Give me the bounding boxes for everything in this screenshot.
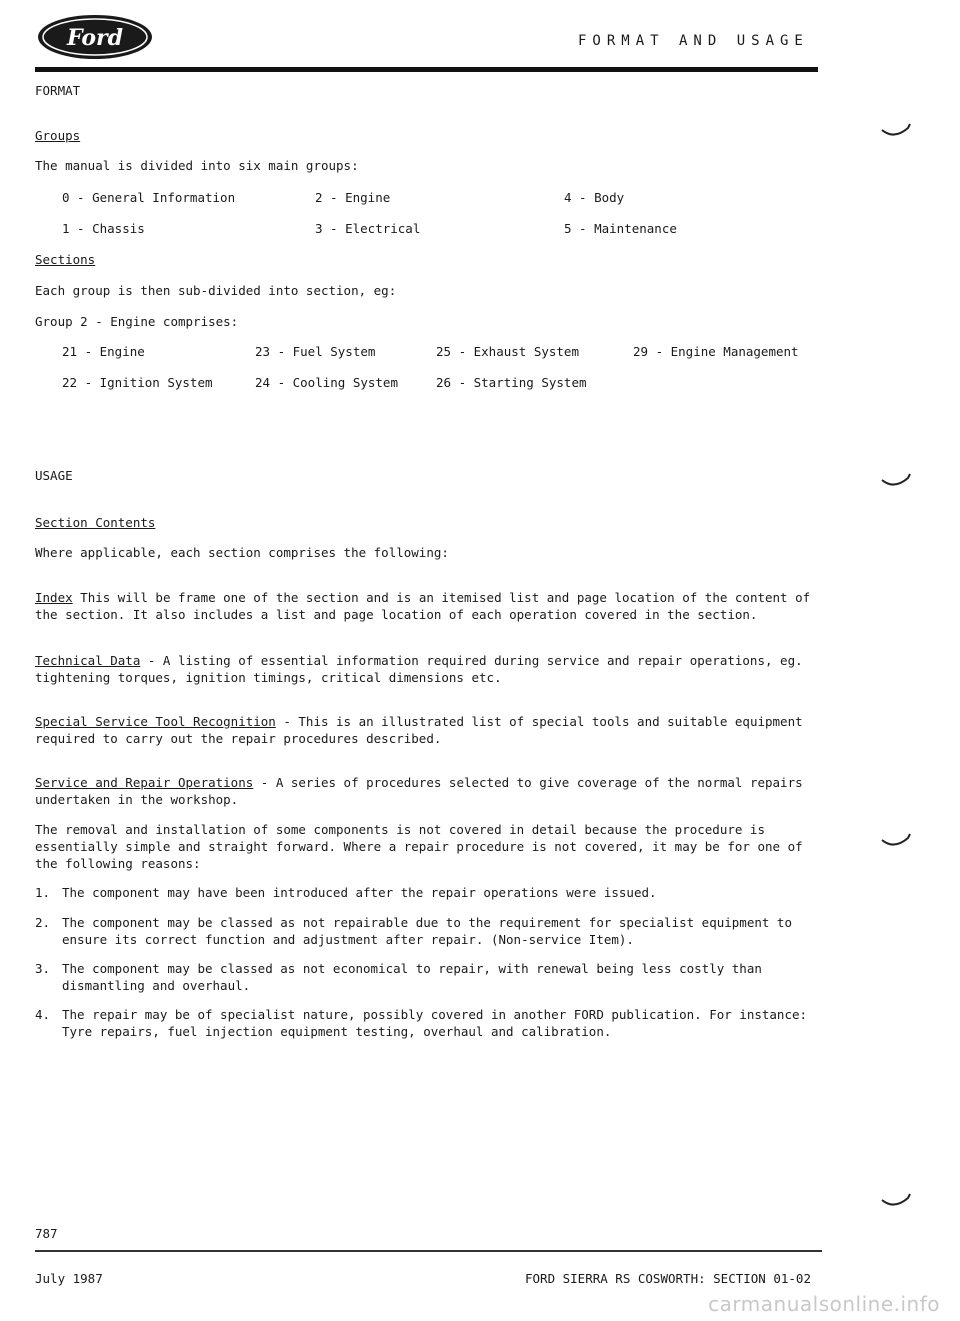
special-tool-text: - This is an illustrated list of special tools and suitable equipment required to carry out the repair procedures described. [35,714,803,746]
margin-check-mark-icon [880,1190,920,1210]
reason-item [35,914,825,948]
sections-heading: Sections [35,252,96,267]
header-rule [35,67,818,72]
page-header-title: FORMAT AND USAGE [578,33,809,49]
format-heading: FORMAT [35,83,81,98]
reason-text: The component may be classed as not repairable due to the requirement for specialist equipment to ensure its correct function and adjustment after repair. (Non-service Item). [62,915,792,947]
section-item: 24 - Cooling System [255,375,398,390]
section-contents-intro: Where applicable, each section comprises the following: [35,545,449,560]
sections-intro: Each group is then sub-divided into section, eg: [35,283,397,298]
group-item: 5 - Maintenance [564,221,677,236]
reason-item [35,1006,825,1040]
special-tool-paragraph [35,713,825,747]
usage-heading: USAGE [35,468,73,483]
section-contents-heading: Section Contents [35,515,156,530]
group2-intro: Group 2 - Engine comprises: [35,314,239,329]
section-item: 29 - Engine Management [633,344,799,359]
footer-rule [35,1250,822,1252]
index-paragraph [35,589,825,623]
section-item: 21 - Engine [62,344,145,359]
service-operations-text: - A series of procedures selected to give coverage of the normal repairs undertaken in the workshop. [35,775,803,807]
reason-number: 2. [35,915,51,930]
technical-data-paragraph [35,652,825,686]
reason-number: 1. [35,885,51,900]
reason-text: The repair may be of specialist nature, possibly covered in another FORD publication. For instance: Tyre repairs, fuel injection equipment testing, overhaul and calibration. [62,1007,808,1039]
index-label: Index [35,590,73,605]
technical-data-text: - A listing of essential information required during service and repair operations, eg. tightening torques, ignition timings, critical dimensions etc. [35,653,803,685]
reason-number: 4. [35,1007,51,1022]
reason-item [35,884,825,901]
margin-check-mark-icon [880,830,920,850]
page-number: 787 [35,1226,58,1241]
reason-text: The component may have been introduced after the repair operations were issued. [62,885,657,900]
service-operations-paragraph [35,774,825,808]
ford-logo [35,12,155,62]
reason-text: The component may be classed as not economical to repair, with renewal being less costly than dismantling and overhaul. [62,961,762,993]
margin-check-mark-icon [880,120,920,140]
index-text: This will be frame one of the section and is an itemised list and page location of the content of the section. It also includes a list and page location of each operation covered in the section. [35,590,811,622]
section-item: 23 - Fuel System [255,344,376,359]
removal-paragraph: The removal and installation of some components is not covered in detail because the procedure is essentially simple and straight forward. Where a repair procedure is not covered, it may be for one of the following reasons: [35,822,803,871]
group-item: 3 - Electrical [315,221,421,236]
group-item: 2 - Engine [315,190,391,205]
technical-data-label: Technical Data [35,653,141,668]
service-operations-label: Service and Repair Operations [35,775,254,790]
section-item: 26 - Starting System [436,375,587,390]
section-item: 22 - Ignition System [62,375,213,390]
watermark: carmanualsonline.info [708,1292,940,1316]
reason-number: 3. [35,961,51,976]
footer-document-reference: FORD SIERRA RS COSWORTH: SECTION 01-02 [525,1271,811,1286]
margin-check-mark-icon [880,470,920,490]
groups-intro: The manual is divided into six main groups: [35,158,359,173]
group-item: 0 - General Information [62,190,236,205]
groups-heading: Groups [35,128,81,143]
special-tool-label: Special Service Tool Recognition [35,714,276,729]
footer-date: July 1987 [35,1271,103,1286]
group-item: 4 - Body [564,190,625,205]
section-item: 25 - Exhaust System [436,344,579,359]
reason-item [35,960,825,994]
group-item: 1 - Chassis [62,221,145,236]
ford-logo-text: Ford [66,25,124,51]
